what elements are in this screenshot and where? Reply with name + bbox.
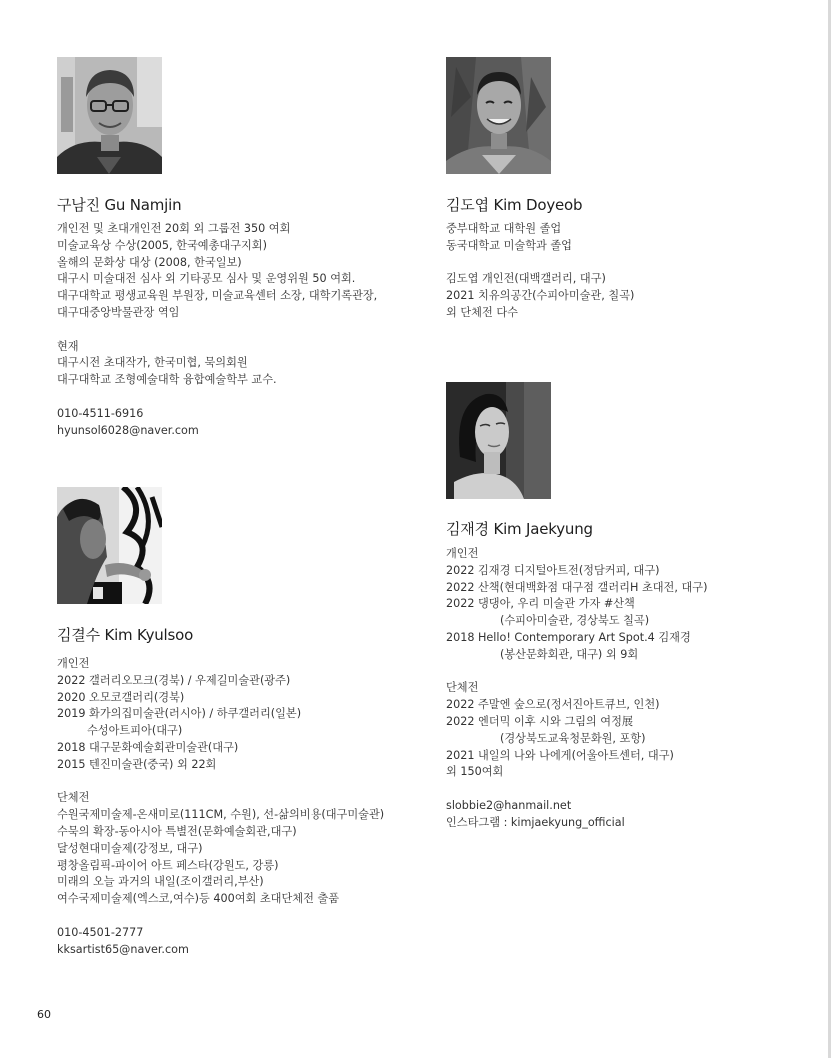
exhibition-year: 2022 <box>446 698 475 712</box>
exhibition-line: 2015 텐진미술관(중국) 외 22회 <box>57 757 217 771</box>
bio-line: 올해의 문화상 대상 (2008, 한국일보) <box>57 255 242 269</box>
artist-bio-gu-namjin <box>57 221 377 439</box>
exhibition-line <box>446 613 707 630</box>
bio-line: 대구대학교 조형예술대학 융합예술학부 교수. <box>57 373 277 387</box>
exhibition-text: Hello! Contemporary Art Spot.4 김재경 <box>478 630 691 644</box>
artist-name-kim-doyeob: 김도엽 Kim Doyeob <box>446 196 583 214</box>
exhibition-text: 산책(현대백화점 대구점 갤러리H 초대전, 대구) <box>478 580 708 594</box>
exhibition-text: 외 150여회 <box>446 765 504 779</box>
contact-email: slobbie2@hanmail.net <box>446 798 572 812</box>
bio-line: 미술교육상 수상(2005, 한국예총대구지회) <box>57 238 267 252</box>
exhibition-line <box>446 647 707 664</box>
exhibition-text: 주말엔 숲으로(정서진아트큐브, 인천) <box>478 698 660 712</box>
exhibition-line: 수원국제미술제-온새미로(111CM, 수원), 선-삶의비용(대구미술관) <box>57 808 385 822</box>
artist-bio-kim-doyeob <box>446 221 634 322</box>
bio-line: 개인전 및 초대개인전 20회 외 그룹전 350 여회 <box>57 222 291 235</box>
exhibition-line: 2020 오모코갤러리(경북) <box>57 690 185 704</box>
bio-line: 대구시 미술대전 심사 외 기타공모 심사 및 운영위원 50 여회. <box>57 272 356 286</box>
exhibition-text: 김재경 디지털아트전(정담커피, 대구) <box>478 563 660 577</box>
bio-line: 2021 치유의공간(수피아미술관, 칠곡) <box>446 289 635 303</box>
artist-photo-kim-doyeob <box>446 57 551 174</box>
artist-bio-kim-kyulsoo <box>57 656 384 958</box>
exhibition-line: 2019 화가의집미술관(러시아) / 하쿠갤러리(일본) <box>57 707 302 721</box>
exhibition-line <box>446 697 707 714</box>
exhibition-line <box>446 731 707 748</box>
exhibition-line <box>446 596 707 613</box>
exhibition-year: 2022 <box>446 597 475 611</box>
exhibition-year: 2022 <box>446 563 475 577</box>
exhibition-line: 달성현대미술제(강정보, 대구) <box>57 841 203 855</box>
bio-line: 김도엽 개인전(대백갤러리, 대구) <box>446 272 606 286</box>
artist-name-kim-jaekyung: 김재경 Kim Jaekyung <box>446 520 593 538</box>
exhibition-line: 수성아트피아(대구) <box>87 724 183 738</box>
bio-line: 대구대중앙박물관장 역임 <box>57 305 180 319</box>
exhibition-line: 평창올림픽-파이어 아트 페스타(강원도, 강릉) <box>57 858 279 872</box>
exhibition-line: 2022 갤러리오모크(경북) / 우제길미술관(광주) <box>57 673 291 687</box>
exhibition-line <box>446 764 707 781</box>
exhibition-text: 댕댕아, 우리 미술관 가자 #산책 <box>478 597 635 611</box>
contact-phone: 010-4511-6916 <box>57 406 144 420</box>
artist-bio-kim-jaekyung <box>446 546 707 832</box>
section-heading-current: 현재 <box>57 339 79 353</box>
exhibition-line: 여수국제미술제(엑스코,여수)등 400여회 초대단체전 출품 <box>57 892 340 906</box>
section-heading-group: 단체전 <box>57 791 90 805</box>
contact-instagram: 인스타그램 : kimjaekyung_official <box>446 815 625 829</box>
exhibition-text: (경상북도교육청문화원, 포항) <box>500 731 646 745</box>
section-heading-group: 단체전 <box>446 681 479 695</box>
exhibition-text: (봉산문화회관, 대구) 외 9회 <box>500 647 639 661</box>
artist-photo-kim-kyulsoo <box>57 487 162 604</box>
bio-line: 대구시전 초대작가, 한국미협, 묵의회원 <box>57 356 248 370</box>
section-heading-solo: 개인전 <box>446 547 479 560</box>
artist-photo-kim-jaekyung <box>446 382 551 499</box>
exhibition-text: 엔더믹 이후 시와 그림의 여정展 <box>478 714 634 728</box>
exhibition-year: 2022 <box>446 580 475 594</box>
artist-photo-gu-namjin <box>57 57 162 174</box>
exhibition-year: 2022 <box>446 714 475 728</box>
contact-email: hyunsol6028@naver.com <box>57 423 199 437</box>
exhibition-year: 2018 <box>446 630 475 644</box>
artist-name-kim-kyulsoo: 김결수 Kim Kyulsoo <box>57 626 194 644</box>
contact-phone: 010-4501-2777 <box>57 925 144 939</box>
contact-email: kksartist65@naver.com <box>57 942 189 956</box>
exhibition-year: 2021 <box>446 748 475 762</box>
bio-line: 중부대학교 대학원 졸업 <box>446 222 562 235</box>
exhibition-line <box>446 580 707 597</box>
exhibition-line <box>446 563 707 580</box>
exhibition-line: 2018 대구문화예술회관미술관(대구) <box>57 740 239 754</box>
exhibition-line: 미래의 오늘 과거의 내일(조이갤러리,부산) <box>57 875 264 889</box>
bio-line: 외 단체전 다수 <box>446 305 518 319</box>
page-number: 60 <box>37 1008 51 1021</box>
section-heading-solo: 개인전 <box>57 657 90 670</box>
exhibition-line <box>446 630 707 647</box>
bio-line: 동국대학교 미술학과 졸업 <box>446 238 572 252</box>
bio-line: 대구대학교 평생교육원 부원장, 미술교육센터 소장, 대학기록관장, <box>57 289 378 303</box>
exhibition-text: (수피아미술관, 경상북도 칠곡) <box>500 614 650 628</box>
exhibition-line: 수묵의 확장-동아시아 특별전(문화예술회관,대구) <box>57 824 297 838</box>
exhibition-text: 내일의 나와 나에게(어울아트센터, 대구) <box>478 748 674 762</box>
exhibition-line <box>446 748 707 765</box>
exhibition-line <box>446 714 707 731</box>
artist-name-gu-namjin: 구남진 Gu Namjin <box>57 196 182 214</box>
